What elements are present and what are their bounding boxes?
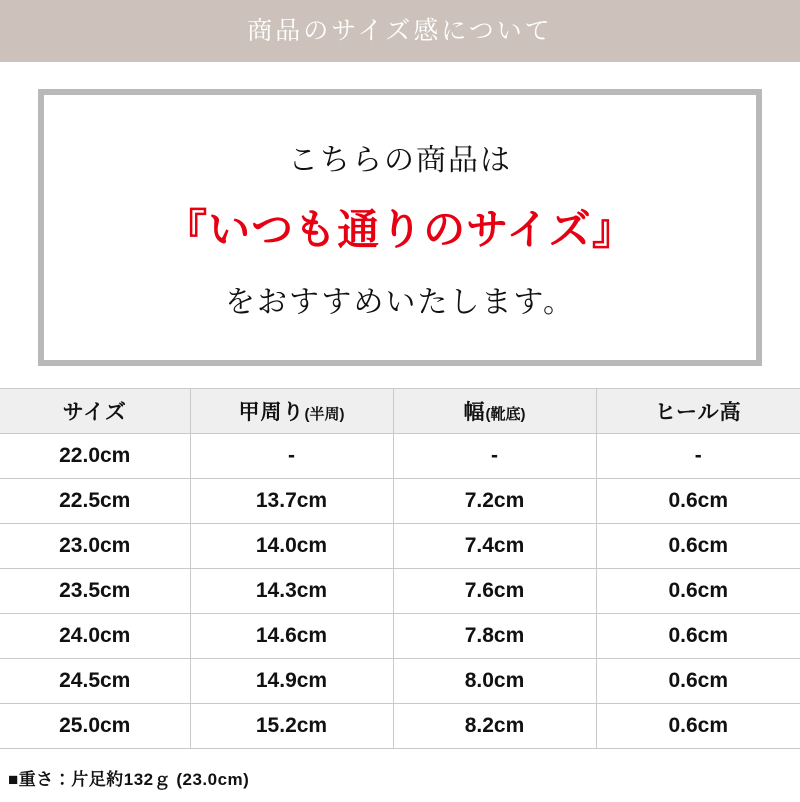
column-header-size xyxy=(0,389,190,434)
column-header-size-label: サイズ xyxy=(62,401,127,424)
cell-width: 7.4cm xyxy=(393,524,596,569)
column-header-width xyxy=(393,389,596,434)
callout-section xyxy=(0,62,800,366)
cell-size: 24.0cm xyxy=(0,614,190,659)
size-table-wrapper xyxy=(0,388,800,749)
weight-footnote: ■重さ：片足約132ｇ (23.0cm) xyxy=(8,770,250,789)
page-title: 商品のサイズ感について xyxy=(247,16,553,45)
cell-instep: 13.7cm xyxy=(190,479,393,524)
cell-size: 23.5cm xyxy=(0,569,190,614)
cell-heel: 0.6cm xyxy=(596,479,800,524)
table-row xyxy=(0,659,800,704)
column-header-width-sub: (靴底) xyxy=(485,406,526,423)
table-row xyxy=(0,704,800,749)
size-table xyxy=(0,388,800,749)
cell-instep: 14.0cm xyxy=(190,524,393,569)
cell-width: - xyxy=(393,434,596,479)
cell-heel: - xyxy=(596,434,800,479)
table-row xyxy=(0,434,800,479)
cell-size: 24.5cm xyxy=(0,659,190,704)
size-recommendation-box xyxy=(38,89,762,366)
cell-size: 22.0cm xyxy=(0,434,190,479)
cell-size: 25.0cm xyxy=(0,704,190,749)
table-header-row xyxy=(0,389,800,434)
callout-line-1: こちらの商品は xyxy=(288,143,512,177)
cell-width: 8.2cm xyxy=(393,704,596,749)
cell-width: 8.0cm xyxy=(393,659,596,704)
cell-heel: 0.6cm xyxy=(596,704,800,749)
table-row xyxy=(0,569,800,614)
size-table-body xyxy=(0,434,800,749)
column-header-heel-label: ヒール高 xyxy=(654,401,742,424)
cell-instep: 15.2cm xyxy=(190,704,393,749)
column-header-instep-sub: (半周) xyxy=(304,406,345,423)
header-bar xyxy=(0,0,800,62)
cell-size: 22.5cm xyxy=(0,479,190,524)
table-row xyxy=(0,479,800,524)
column-header-heel xyxy=(596,389,800,434)
cell-heel: 0.6cm xyxy=(596,569,800,614)
cell-size: 23.0cm xyxy=(0,524,190,569)
cell-instep: 14.3cm xyxy=(190,569,393,614)
column-header-width-label: 幅 xyxy=(463,401,486,424)
size-table-head xyxy=(0,389,800,434)
cell-instep: 14.6cm xyxy=(190,614,393,659)
cell-heel: 0.6cm xyxy=(596,614,800,659)
cell-heel: 0.6cm xyxy=(596,659,800,704)
cell-instep: 14.9cm xyxy=(190,659,393,704)
cell-width: 7.2cm xyxy=(393,479,596,524)
cell-width: 7.8cm xyxy=(393,614,596,659)
column-header-instep-label: 甲周り xyxy=(238,401,305,424)
table-row xyxy=(0,524,800,569)
callout-line-3: をおすすめいたします。 xyxy=(225,285,575,319)
table-row xyxy=(0,614,800,659)
column-header-instep xyxy=(190,389,393,434)
cell-width: 7.6cm xyxy=(393,569,596,614)
callout-highlight-text: 『いつも通りのサイズ』 xyxy=(165,205,635,253)
cell-instep: - xyxy=(190,434,393,479)
cell-heel: 0.6cm xyxy=(596,524,800,569)
